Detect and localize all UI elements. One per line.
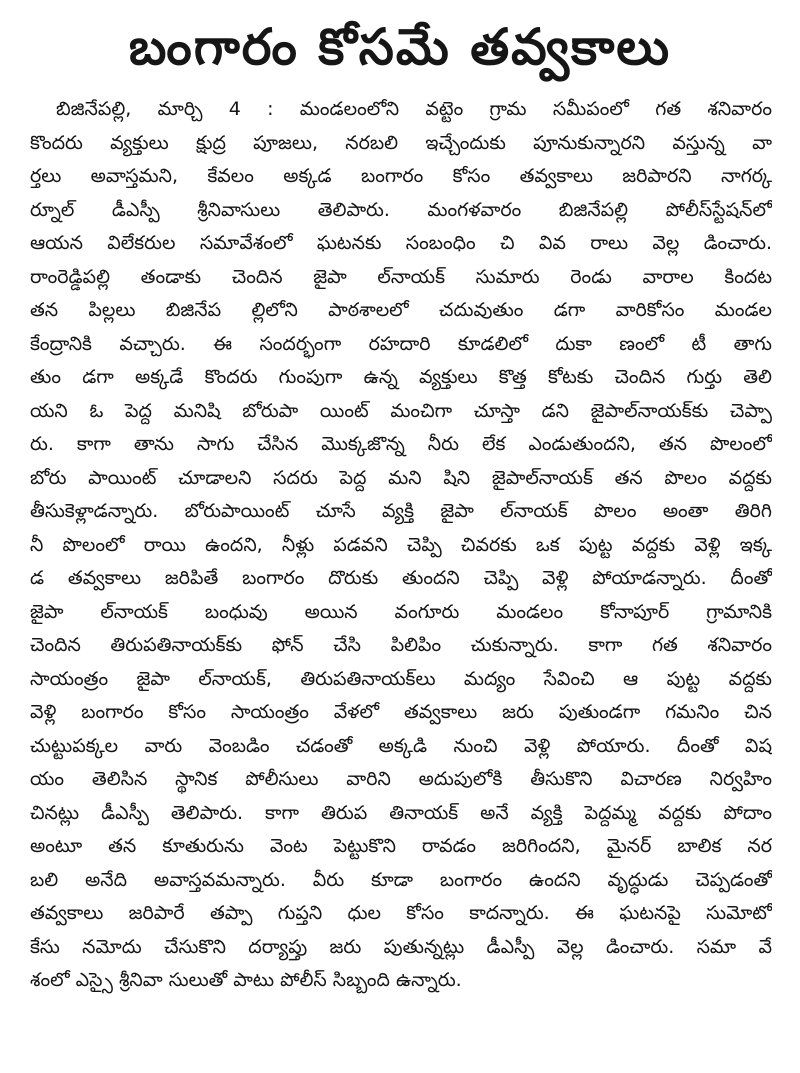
article-line: కొందరు వ్యక్తులు క్షుద్ర పూజలు, నరబలి ఇచ్చేందుకు పూనుకున్నారని వస్తున్న వా xyxy=(30,131,772,154)
article-line: యం తెలిసిన స్థానిక పోలీసులు వారిని అదుపులోకి తీసుకొని విచారణ నిర్వహిం xyxy=(30,768,772,790)
article-line: చుట్టుపక్కల వారు వెంబడిం చడంతో అక్కడి నుంచి వెళ్లి పోయారు. దీంతో విష xyxy=(30,734,772,757)
article-line: శంలో ఎస్సై శ్రీనివా సులుతో పాటు పోలీస్ సిబ్బంది ఉన్నారు. xyxy=(30,969,462,991)
article-headline: బంగారం కోసమే తవ్వకాలు xyxy=(128,18,672,76)
article-line: చినట్లు డీఎస్పీ తెలిపారు. కాగా తిరుప తినాయక్ అనే వ్యక్తి పెద్దమ్మ వద్దకు పోదాం xyxy=(30,801,772,824)
article-line: తన పిల్లలు బిజినేప ల్లిలోని పాఠశాలలో చదువుతుం డగా వారికోసం మండల xyxy=(30,299,772,321)
article-line: తవ్వకాలు జరిపారే తప్పా గుప్తని ధుల కోసం కాదన్నారు. ఈ ఘటనపై సుమోటో xyxy=(30,902,772,924)
article-body xyxy=(30,93,772,998)
article-line: బలి అనేది అవాస్తవమన్నారు. వీరు కూడా బంగారం ఉందని వృద్ధుడు చెప్పడంతో xyxy=(30,868,772,891)
article-line: జైపా ల్‌నాయక్ బంధువు అయిన వంగూరు మండలం కోనాపూర్ గ్రామానికి xyxy=(30,600,772,623)
article-line: రాంరెడ్డిపల్లి తండాకు చెందిన జైపా ల్‌నాయక్ సుమారు రెండు వారాల కిందట xyxy=(30,265,772,288)
article-line: ఆయన విలేకరుల సమావేశంలో ఘటనకు సంబంధిం చి వివ రాలు వెల్ల డించారు. xyxy=(30,232,772,254)
article-line: ర్నూల్ డీఎస్పీ శ్రీనివాసులు తెలిపారు. మంగళవారం బిజినేపల్లి పోలీస్‌స్టేషన్‌లో xyxy=(30,198,772,221)
article-line: అంటూ తన కూతురును వెంట పెట్టుకొని రావడం జరిగిందని, మైనర్ బాలిక నర xyxy=(30,835,772,857)
article-line: తుం డగా అక్కడే కొందరు గుంపుగా ఉన్న వ్యక్తులు కొత్త కోటకు చెందిన గుర్తు తెలి xyxy=(30,366,772,388)
article-line: చెందిన తిరుపతినాయక్‌కు ఫోన్ చేసి పిలిపిం చుకున్నారు. కాగా గత శనివారం xyxy=(30,634,772,656)
article-line: ర్తలు అవాస్తమని, కేవలం అక్కడ బంగారం కోసం తవ్వకాలు జరిపారని నాగర్క xyxy=(30,165,772,187)
article-line: వెళ్లి బంగారం కోసం సాయంత్రం వేళలో తవ్వకాలు జరు పుతుండగా గమనిం చిన xyxy=(30,701,772,723)
article-line: కేంద్రానికి వచ్చారు. ఈ సందర్భంగా రహదారి కూడలిలో దుకా ణంలో టీ తాగు xyxy=(30,332,772,355)
article-line: సాయంత్రం జైపా ల్‌నాయక్, తిరుపతినాయక్‌లు మద్యం సేవించి ఆ పుట్ట వద్దకు xyxy=(30,667,772,690)
article-line: యని ఓ పెద్ద మనిషి బోరుపా యింట్ మంచిగా చూస్తా డని జైపాల్‌నాయక్‌కు చెప్పా xyxy=(30,399,772,422)
article-line: తీసుకెళ్లాడన్నారు. బోరుపాయింట్ చూసే వ్యక్తి జైపా ల్‌నాయక్ పొలం అంతా తిరిగి xyxy=(30,500,772,522)
article-line: డ తవ్వకాలు జరిపితే బంగారం దొరుకు తుందని చెప్పి వెళ్లి పోయాడన్నారు. దీంతో xyxy=(30,567,772,589)
article-line: రు. కాగా తాను సాగు చేసిన మొక్కజొన్న నీరు లేక ఎండుతుందని, తన పొలంలో xyxy=(30,433,772,455)
article-line: బిజినేపల్లి, మార్చి 4 : మండలంలోని వట్టెం గ్రామ సమీపంలో గత శనివారం xyxy=(56,98,772,120)
article-line: నీ పొలంలో రాయి ఉందని, నీళ్లు పడవని చెప్పి చివరకు ఒక పుట్ట వద్దకు వెళ్లి ఇక్క xyxy=(30,533,772,556)
article-line: బోరు పాయింట్ చూడాలని సదరు పెద్ద మని షిని జైపాల్‌నాయక్ తన పొలం వద్దకు xyxy=(30,466,772,489)
article-line: కేసు నమోదు చేసుకొని దర్యాప్తు జరు పుతున్నట్లు డీఎస్పీ వెల్ల డించారు. సమా వే xyxy=(30,935,772,958)
